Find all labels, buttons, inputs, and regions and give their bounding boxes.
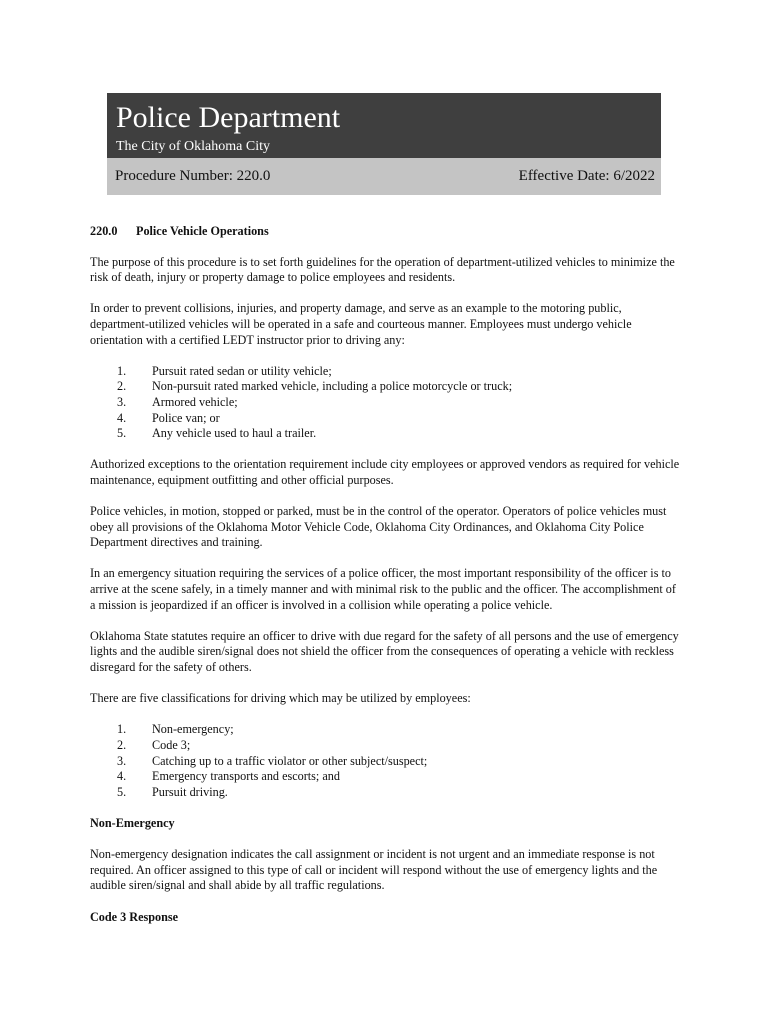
paragraph-non-emergency: Non-emergency designation indicates the call assignment or incident is not urgent and an immediate response is not required. An officer assigned to this type of call or incident will respond without the use of emergency lights and the audible siren/signal and shall abide by all traffic regulations. bbox=[90, 847, 658, 893]
driving-classification-list bbox=[90, 722, 680, 800]
list-item: 4. Police van; or bbox=[117, 410, 220, 425]
header-info-bar bbox=[107, 158, 661, 195]
header-title-bar bbox=[107, 93, 661, 158]
city-subtitle: The City of Oklahoma City bbox=[116, 139, 270, 154]
list-item: 5. Pursuit driving. bbox=[117, 784, 228, 799]
effective-date: Effective Date: 6/2022 bbox=[518, 168, 655, 184]
subheading-code3: Code 3 Response bbox=[90, 909, 179, 924]
paragraph-classifications: There are five classifications for driving which may be utilized by employees: bbox=[90, 691, 471, 706]
subheading-non-emergency: Non-Emergency bbox=[90, 815, 175, 830]
list-item: 1. Non-emergency; bbox=[117, 722, 234, 737]
procedure-number: Procedure Number: 220.0 bbox=[115, 168, 271, 184]
list-item: 3. Armored vehicle; bbox=[117, 394, 238, 409]
list-item: 4. Emergency transports and escorts; and bbox=[117, 769, 340, 784]
list-item: 5. Any vehicle used to haul a trailer. bbox=[117, 426, 317, 441]
list-item: 2. Non-pursuit rated marked vehicle, including a police motorcycle or truck; bbox=[117, 379, 513, 394]
vehicle-type-list bbox=[90, 364, 680, 442]
paragraph-purpose: The purpose of this procedure is to set forth guidelines for the operation of department-utilized vehicles to minimize the risk of death, injury or property damage to police employees and residents. bbox=[90, 254, 675, 285]
department-title: Police Department bbox=[116, 101, 341, 134]
paragraph-exceptions: Authorized exceptions to the orientation requirement include city employees or approved vendors as required for vehicle maintenance, equipment outfitting and other official purposes. bbox=[90, 457, 680, 487]
paragraph-emergency: In an emergency situation requiring the services of a police officer, the most important responsibility of the officer is to arrive at the scene safely, in a timely manner and with minimal risk to the public and the officer. The accomplishment of a mission is jeopardized if an officer is involved in a collision while operating a police vehicle. bbox=[90, 566, 676, 612]
list-item: 3. Catching up to a traffic violator or other subject/suspect; bbox=[117, 753, 428, 768]
section-title: Police Vehicle Operations bbox=[136, 224, 269, 238]
section-heading bbox=[90, 224, 680, 240]
paragraph-statutes: Oklahoma State statutes require an officer to drive with due regard for the safety of all persons and the use of emergency lights and the audible siren/signal does not shield the officer from the consequences of operating a vehicle with reckless disregard for the safety of others. bbox=[90, 628, 679, 675]
document-body bbox=[90, 224, 680, 941]
list-item: 1. Pursuit rated sedan or utility vehicle; bbox=[117, 363, 332, 378]
paragraph-orientation: In order to prevent collisions, injuries, and property damage, and serve as an example to the motoring public, department-utilized vehicles will be operated in a safe and courteous manner. Employees must undergo vehicle orientation with a certified LEDT instructor prior to driving any: bbox=[90, 301, 632, 347]
paragraph-control: Police vehicles, in motion, stopped or parked, must be in the control of the operator. Operators of police vehicles must obey all provisions of the Oklahoma Motor Vehicle Code, Oklahoma City Ordinances, and Oklahoma City Police Department directives and training. bbox=[90, 504, 667, 550]
section-number: 220.0 bbox=[90, 224, 118, 238]
document-header bbox=[107, 93, 661, 195]
list-item: 2. Code 3; bbox=[117, 738, 191, 752]
